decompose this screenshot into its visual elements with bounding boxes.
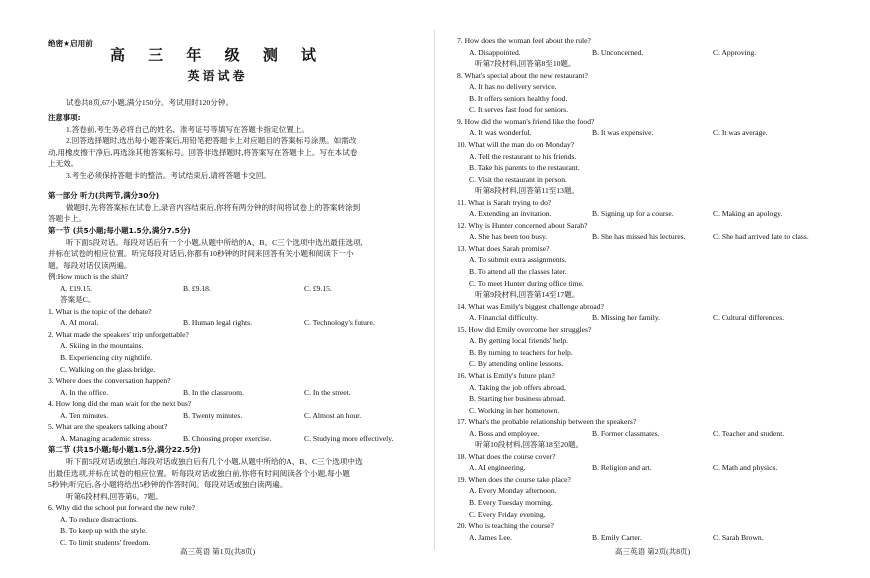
option-b: B. Human legal rights. — [183, 318, 252, 328]
question: 20. Who is teaching the course? — [457, 521, 554, 531]
option-b: B. Twenty minutes. — [183, 410, 243, 420]
section2-heading: 第二节 (共15小题;每小题1.5分,满分22.5分) — [48, 445, 201, 455]
part1-heading: 第一部分 听力(共两节,满分30分) — [48, 191, 160, 201]
option-line: A. To submit extra assignments. — [469, 255, 567, 265]
question: 6. Why did the school put forward the new rule? — [48, 503, 196, 513]
options-row — [469, 312, 784, 324]
option-a: A. James Lee. — [469, 532, 513, 542]
option-line: C. Working in her hometown. — [469, 405, 560, 415]
question: 8. What's special about the new restaurant? — [457, 70, 588, 80]
option-c: C. Studying more effectively. — [304, 433, 394, 443]
section1-desc: 听下面5段对话。每段对话后有一个小题,从题中所给的A、B、C三个选项中选出最佳选项, — [66, 237, 363, 247]
question: 15. How did Emily overcome her struggles? — [457, 324, 592, 334]
section1-desc: 题。每段对话仅读两遍。 — [48, 260, 132, 270]
question: 7. How does the woman feel about the rule? — [457, 36, 591, 45]
option-b: B. Missing her family. — [592, 313, 661, 323]
options-row — [469, 462, 777, 474]
option-a: A. In the office. — [60, 387, 109, 397]
option-c: C. £9.15. — [304, 283, 332, 293]
option-line: A. It has no delivery service. — [469, 82, 557, 92]
option-line: C. By attending online lessons. — [469, 359, 564, 369]
option-line: B. Starting her business abroad. — [469, 394, 566, 404]
options-row — [60, 387, 351, 399]
option-a: A. £19.15. — [60, 283, 93, 293]
section1-heading: 第一节 (共5小题;每小题1.5分,满分7.5分) — [48, 225, 191, 235]
example-options — [60, 283, 332, 295]
example-answer: 答案是C。 — [60, 295, 96, 305]
option-line: A. Tell the restaurant to his friends. — [469, 151, 577, 161]
option-line: B. By turning to teachers for help. — [469, 347, 573, 357]
question: 19. When does the course take place? — [457, 474, 571, 484]
question: 16. What is Emily's future plan? — [457, 370, 555, 380]
example-question: 例:How much is the shirt? — [48, 272, 129, 282]
options-row — [60, 410, 361, 422]
option-c: C. It was average. — [713, 128, 768, 138]
option-b: B. Choosing proper exercise. — [183, 433, 272, 443]
option-b: B. Signing up for a course. — [592, 209, 674, 219]
question: 18. What does the course cover? — [457, 451, 556, 461]
option-c: C. Technology's future. — [304, 318, 375, 328]
option-c: C. Cultural differences. — [713, 313, 785, 323]
page-footer-1: 高三英语 第1页(共8页) — [179, 547, 256, 556]
option-a: A. She has been too busy. — [469, 232, 548, 242]
question: 2. What made the speakers' trip unforgettable? — [48, 329, 189, 339]
material-instruction: 听第10段材料,回答第18至20题。 — [475, 440, 584, 450]
options-row — [469, 532, 764, 544]
options-row — [60, 317, 375, 329]
option-line: B. Take his parents to the restaurant. — [469, 163, 580, 173]
question: 11. What is Sarah trying to do? — [457, 197, 552, 207]
page-2 — [435, 0, 870, 578]
notes-line: 1.答卷前,考生务必将自己的姓名、准考证号等填写在答题卡指定位置上。 — [66, 124, 309, 134]
material-instruction: 听第8段材料,回答第11至13题。 — [475, 186, 580, 196]
option-b: B. £9.18. — [183, 283, 211, 293]
part1-desc: 做题时,先将答案标在试卷上,录音内容结束后,你将有两分钟的时间将试卷上的答案转涂到 — [66, 202, 361, 212]
option-a: A. Boss and employee. — [469, 428, 540, 438]
option-b: B. Former classmates. — [592, 428, 660, 438]
page-footer-2: 高三英语 第2页(共8页) — [614, 547, 691, 556]
exam-intro: 试卷共8页,67小题,满分150分。考试用时120分钟。 — [66, 98, 234, 107]
option-a: A. Financial difficulty. — [469, 313, 538, 323]
options-row — [469, 231, 809, 243]
options-row — [469, 127, 768, 139]
option-c: C. In the street. — [304, 387, 351, 397]
exam-title: 高 三 年 级 测 试 — [109, 46, 326, 64]
options-row — [469, 208, 782, 220]
question: 4. How long did the man wait for the next bus? — [48, 399, 192, 409]
section2-desc: 听下面5段对话或独白,每段对话或独白后有几个小题,从题中所给的A、B、C三个选项中选 — [66, 456, 363, 466]
option-line: A. Every Monday afternoon. — [469, 486, 557, 496]
section2-desc: 出最佳选项,并标在试卷的相应位置。听每段对话或独白前,你将有时间阅读各个小题,每小题 — [48, 468, 350, 478]
option-b: B. Religion and art. — [592, 463, 652, 473]
option-line: C. Every Friday evening. — [469, 509, 546, 519]
options-row — [469, 428, 784, 440]
question: 12. Why is Hunter concerned about Sarah? — [457, 220, 588, 230]
options-row — [469, 47, 756, 59]
option-a: A. AI engineering. — [469, 463, 526, 473]
option-a: A. Managing academic stress. — [60, 433, 152, 443]
options-row — [60, 433, 393, 445]
option-a: A. AI moral. — [60, 318, 99, 328]
option-b: B. Unconcerned. — [592, 47, 644, 57]
option-line: B. It offers seniors healthy food. — [469, 93, 568, 103]
notes-line: 2.回答选择题时,选出每小题答案后,用铅笔把答题卡上对应题目的答案标号涂黑。如需改 — [66, 136, 357, 146]
question: 1. What is the topic of the debate? — [48, 306, 152, 316]
option-c: C. Approving. — [713, 47, 757, 57]
option-line: B. Experiencing city nightlife. — [60, 353, 153, 362]
option-line: C. To limit students' freedom. — [60, 537, 151, 547]
material-instruction: 听第9段材料,回答第14至17题。 — [475, 290, 580, 300]
option-b: B. She has missed his lectures. — [592, 232, 686, 242]
option-c: C. Sarah Brown. — [713, 532, 764, 542]
option-line: A. By getting local friends' help. — [469, 336, 569, 346]
question: 5. What are the speakers talking about? — [48, 422, 168, 432]
option-line: B. Every Tuesday morning. — [469, 498, 553, 507]
option-a: A. It was wonderful. — [469, 128, 532, 138]
option-a: A. Ten minutes. — [60, 410, 109, 420]
notes-line: 动,用橡皮擦干净后,再选涂其他答案标号。回答非选择题时,将答案写在答题卡上。写在本试卷 — [48, 147, 358, 157]
option-line: C. To meet Hunter during office time. — [469, 278, 584, 288]
exam-subtitle: 英语试卷 — [187, 69, 248, 83]
option-b: B. In the classroom. — [183, 387, 244, 397]
section2-desc: 5秒钟;听完后,各小题将给出5秒钟的作答时间。每段对话或独白读两遍。 — [48, 480, 288, 490]
section1-desc: 并标在试卷的相应位置。听完每段对话后,你都有10秒钟的时间来回答有关小题和阅读下一小 — [48, 249, 354, 259]
part1-desc: 答题卡上。 — [48, 214, 86, 224]
option-line: C. Visit the restaurant in person. — [469, 174, 567, 184]
option-c: C. She had arrived late to class. — [713, 232, 809, 242]
option-a: A. Extending an invitation. — [469, 209, 552, 219]
notes-line: 3.考生必须保持答题卡的整洁。考试结束后,请将答题卡交回。 — [66, 170, 272, 180]
option-c: C. Making an apology. — [713, 209, 783, 219]
notes-line: 上无效。 — [48, 159, 79, 169]
option-c: C. Math and physics. — [713, 463, 778, 473]
question: 17. What's the probable relationship between the speakers? — [457, 417, 637, 427]
option-line: C. It serves fast food for seniors. — [469, 105, 569, 115]
option-line: A. Skiing in the mountains. — [60, 341, 144, 351]
option-c: C. Teacher and student. — [713, 428, 785, 438]
option-b: B. It was expensive. — [592, 128, 654, 138]
option-c: C. Almost an hour. — [304, 410, 362, 420]
question: 3. Where does the conversation happen? — [48, 376, 171, 386]
question: 14. What was Emily's biggest challenge abroad? — [457, 301, 604, 311]
option-line: A. To reduce distractions. — [60, 514, 138, 524]
secret-label: 绝密★启用前 — [48, 39, 93, 48]
option-line: C. Walking on the glass bridge. — [60, 364, 156, 374]
question: 9. How did the woman's friend like the food? — [457, 116, 595, 126]
option-a: A. Disappointed. — [469, 47, 521, 57]
material-instruction: 听第7段材料,回答第8至10题。 — [475, 59, 576, 69]
option-line: B. To keep up with the style. — [60, 526, 148, 536]
material-instruction: 听第6段材料,回答第6、7题。 — [66, 491, 163, 501]
question: 10. What will the man do on Monday? — [457, 139, 575, 149]
option-line: B. To attend all the classes later. — [469, 267, 567, 276]
notes-heading: 注意事项: — [48, 113, 81, 122]
question: 13. What does Sarah promise? — [457, 243, 550, 253]
option-b: B. Emily Carter. — [592, 532, 642, 542]
option-line: A. Taking the job offers abroad. — [469, 382, 566, 392]
